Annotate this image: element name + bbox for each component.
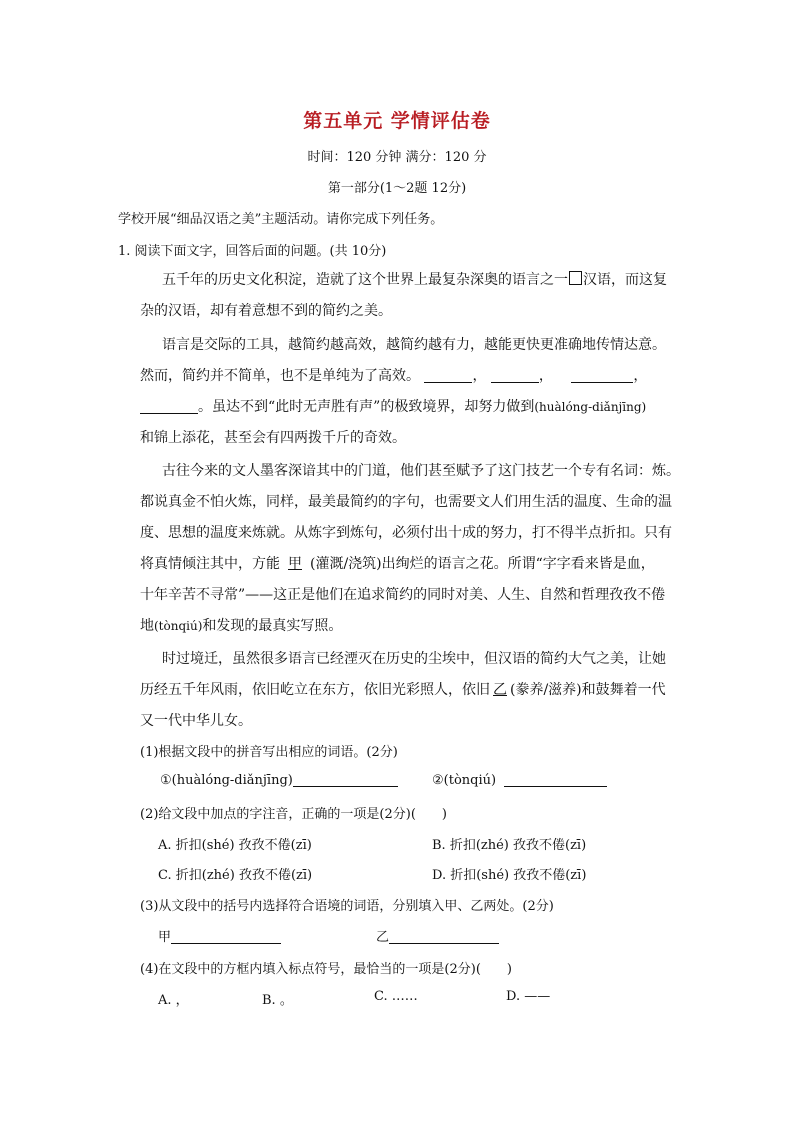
punctuation-box [569, 271, 582, 285]
fill-blank-4[interactable] [140, 399, 198, 414]
fill-blank-3[interactable] [571, 368, 633, 383]
passage-p3-line5: 十年辛苦不寻常”——这正是他们在追求简约的同时对美、人生、自然和哲理孜孜不倦 [140, 587, 666, 603]
subq-4-option-d[interactable]: D. —— [506, 989, 551, 1004]
passage-p4-line2: 历经五千年风雨，依旧屹立在东方，依旧光彩照人，依旧 乙 (豢养/滋养)和鼓舞着一代 [140, 682, 666, 698]
part-heading: 第一部分(1～2题 12分) [327, 181, 467, 196]
subq-3-answer-jia: 甲 [158, 926, 281, 945]
answer-blank-1a[interactable] [293, 772, 398, 787]
passage-p3-line4: 将真情倾注其中，方能 甲 (灌溉/浇筑)出绚烂的语言之花。所谓“字字看来皆是血， [140, 556, 655, 572]
subq-1-answer-a: ①(huàlóng-diǎnjīng) [160, 772, 398, 788]
passage-p2-line3: 。虽达不到“此时无声胜有声”的极致境界，却努力做到(huàlóng-diǎnjīng) [140, 396, 646, 416]
subq-4-stem: (4)在文段中的方框内填入标点符号，最恰当的一项是(2分)( ) [140, 962, 512, 977]
passage-p4-line3: 又一代中华儿女。 [140, 713, 252, 729]
subq-4-option-b[interactable]: B. 。 [262, 993, 293, 1008]
subq-4-option-a[interactable]: A. ， [158, 993, 189, 1008]
fill-blank-1[interactable] [424, 368, 472, 383]
subq-3-answer-yi: 乙 [376, 926, 499, 945]
passage-p2-line1: 语言是交际的工具，越简约越高效，越简约越有力，越能更快更准确地传情达意。 [162, 337, 666, 353]
intro-text: 学校开展“细品汉语之美”主题活动。请你完成下列任务。 [118, 212, 444, 227]
fill-blank-2[interactable] [491, 368, 539, 383]
time-score-line: 时间：120 分钟 满分：120 分 [307, 150, 487, 165]
passage-p1-line1: 五千年的历史文化积淀，造就了这个世界上最复杂深奥的语言之一 汉语，而这复 [162, 272, 667, 288]
answer-blank-1b[interactable] [504, 772, 607, 787]
passage-p2-line2: 然而，简约并不简单，也不是单纯为了高效。 ， ， ， [140, 368, 648, 384]
subq-4-option-c[interactable]: C. …… [374, 989, 418, 1004]
answer-blank-jia[interactable] [171, 929, 281, 944]
answer-blank-yi[interactable] [389, 929, 499, 944]
passage-p3-line6: 地(tònqiú)和发现的最真实写照。 [140, 618, 343, 634]
subq-2-option-c[interactable]: C. 折扣(zhé) 孜孜不倦(zī) [158, 868, 313, 883]
passage-p3-line1: 古往今来的文人墨客深谙其中的门道，他们甚至赋予了这门技艺一个专有名词：炼。 [162, 463, 680, 479]
page-title: 第五单元 学情评估卷 [303, 110, 491, 132]
passage-p4-line1: 时过境迁，虽然很多语言已经湮灭在历史的尘埃中，但汉语的简约大气之美，让她 [162, 651, 666, 667]
subq-2-stem: (2)给文段中加点的字注音，正确的一项是(2分)( ) [140, 807, 447, 822]
question-1-stem: 1. 阅读下面文字，回答后面的问题。(共 10分) [118, 244, 387, 259]
blank-jia: 甲 [288, 556, 302, 572]
passage-p3-line3: 度、思想的温度来炼就。从炼字到炼句，必须付出十成的努力，打不得半点折扣。只有 [140, 525, 672, 541]
blank-yi: 乙 [493, 682, 507, 698]
subq-1-answer-b: ②(tònqiú) [432, 772, 607, 788]
subq-2-option-a[interactable]: A. 折扣(shé) 孜孜不倦(zī) [158, 838, 312, 853]
subq-3-stem: (3)从文段中的括号内选择符合语境的词语，分别填入甲、乙两处。(2分) [140, 899, 554, 914]
passage-p1-line2: 杂的汉语，却有着意想不到的简约之美。 [140, 303, 392, 319]
subq-2-option-b[interactable]: B. 折扣(zhé) 孜孜不倦(zī) [432, 838, 587, 853]
subq-2-option-d[interactable]: D. 折扣(shé) 孜孜不倦(zī) [432, 868, 587, 883]
passage-p2-line4: 和锦上添花，甚至会有四两拨千斤的奇效。 [140, 430, 406, 446]
subq-1-stem: (1)根据文段中的拼音写出相应的词语。(2分) [140, 745, 398, 760]
passage-p3-line2: 都说真金不怕火炼，同样，最美最简约的字句，也需要文人们用生活的温度、生命的温 [140, 494, 672, 510]
